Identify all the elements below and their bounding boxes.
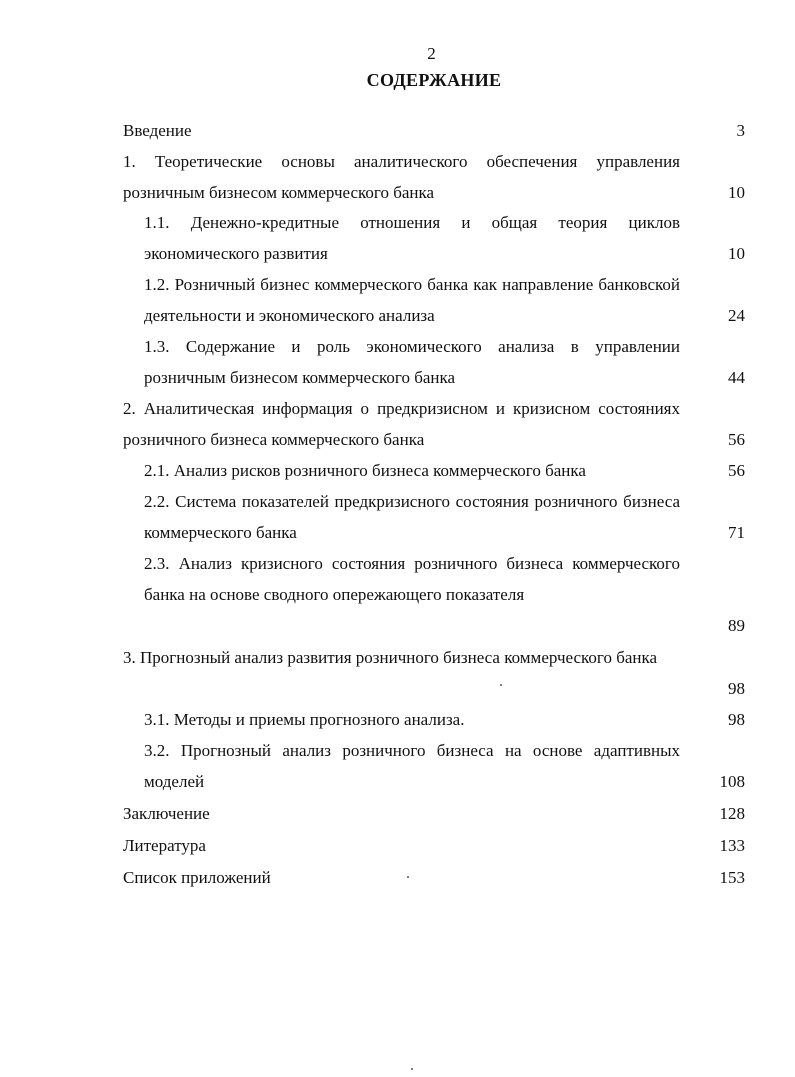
toc-entry-page: 98 [728, 679, 745, 698]
toc-entry-text: 1.2. Розничный бизнес коммерческого банка как направление банковской деятельности и экономического анализа [144, 275, 680, 325]
toc-entry-page: 44 [728, 368, 745, 387]
page-title: СОДЕРЖАНИЕ [366, 70, 502, 90]
toc-entry-page: 133 [719, 836, 745, 855]
toc-entry-text: 2. Аналитическая информация о предкризисном и кризисном состояниях розничного бизнеса коммерческого банка [123, 399, 680, 449]
toc-entry-page: 56 [728, 430, 745, 449]
toc-entry-page: 56 [728, 461, 745, 480]
toc-entry-page: 89 [728, 616, 745, 635]
scan-speck [407, 876, 409, 878]
toc-entry-page: 71 [728, 523, 745, 542]
toc-entry-text: Литература [123, 836, 206, 855]
toc-entry-text: 3.1. Методы и приемы прогнозного анализа. [144, 710, 465, 729]
page-number: 2 [427, 44, 436, 63]
toc-entry-text: 3. Прогнозный анализ развития розничного бизнеса коммерческого банка [123, 648, 658, 667]
toc-entry-text: 1. Теоретические основы аналитического обеспечения управления розничным бизнесом коммерческого банка [123, 152, 680, 202]
toc-entry-text: Заключение [123, 804, 210, 823]
toc-entry-page: 3 [736, 121, 745, 140]
toc-entry-text: 2.1. Анализ рисков розничного бизнеса коммерческого банка [144, 461, 586, 480]
toc-entry-text: Список приложений [123, 868, 271, 887]
scan-speck [500, 684, 502, 686]
toc-entry-text: 3.2. Прогнозный анализ розничного бизнеса на основе адаптивных моделей [144, 741, 680, 791]
toc-entry-page: 98 [728, 710, 745, 729]
toc-entry-page: 10 [728, 244, 745, 263]
toc-entry-text: 1.3. Содержание и роль экономического анализа в управлении розничным бизнесом коммерческого банка [144, 337, 680, 387]
toc-entry-text: 1.1. Денежно-кредитные отношения и общая теория циклов экономического развития [144, 213, 680, 263]
toc-entry-text: 2.2. Система показателей предкризисного состояния розничного бизнеса коммерческого банка [144, 492, 680, 542]
toc-entry-page: 128 [719, 804, 745, 823]
toc-entry-page: 108 [719, 772, 745, 791]
toc-entry-text: Введение [123, 121, 192, 140]
scan-speck [411, 1068, 413, 1070]
toc-entry-page: 24 [728, 306, 745, 325]
toc-entry-page: 10 [728, 183, 745, 202]
toc-entry-page: 153 [719, 868, 745, 887]
toc-entry-text: 2.3. Анализ кризисного состояния розничного бизнеса коммерческого банка на основе сводного опережающего показателя [144, 554, 680, 604]
